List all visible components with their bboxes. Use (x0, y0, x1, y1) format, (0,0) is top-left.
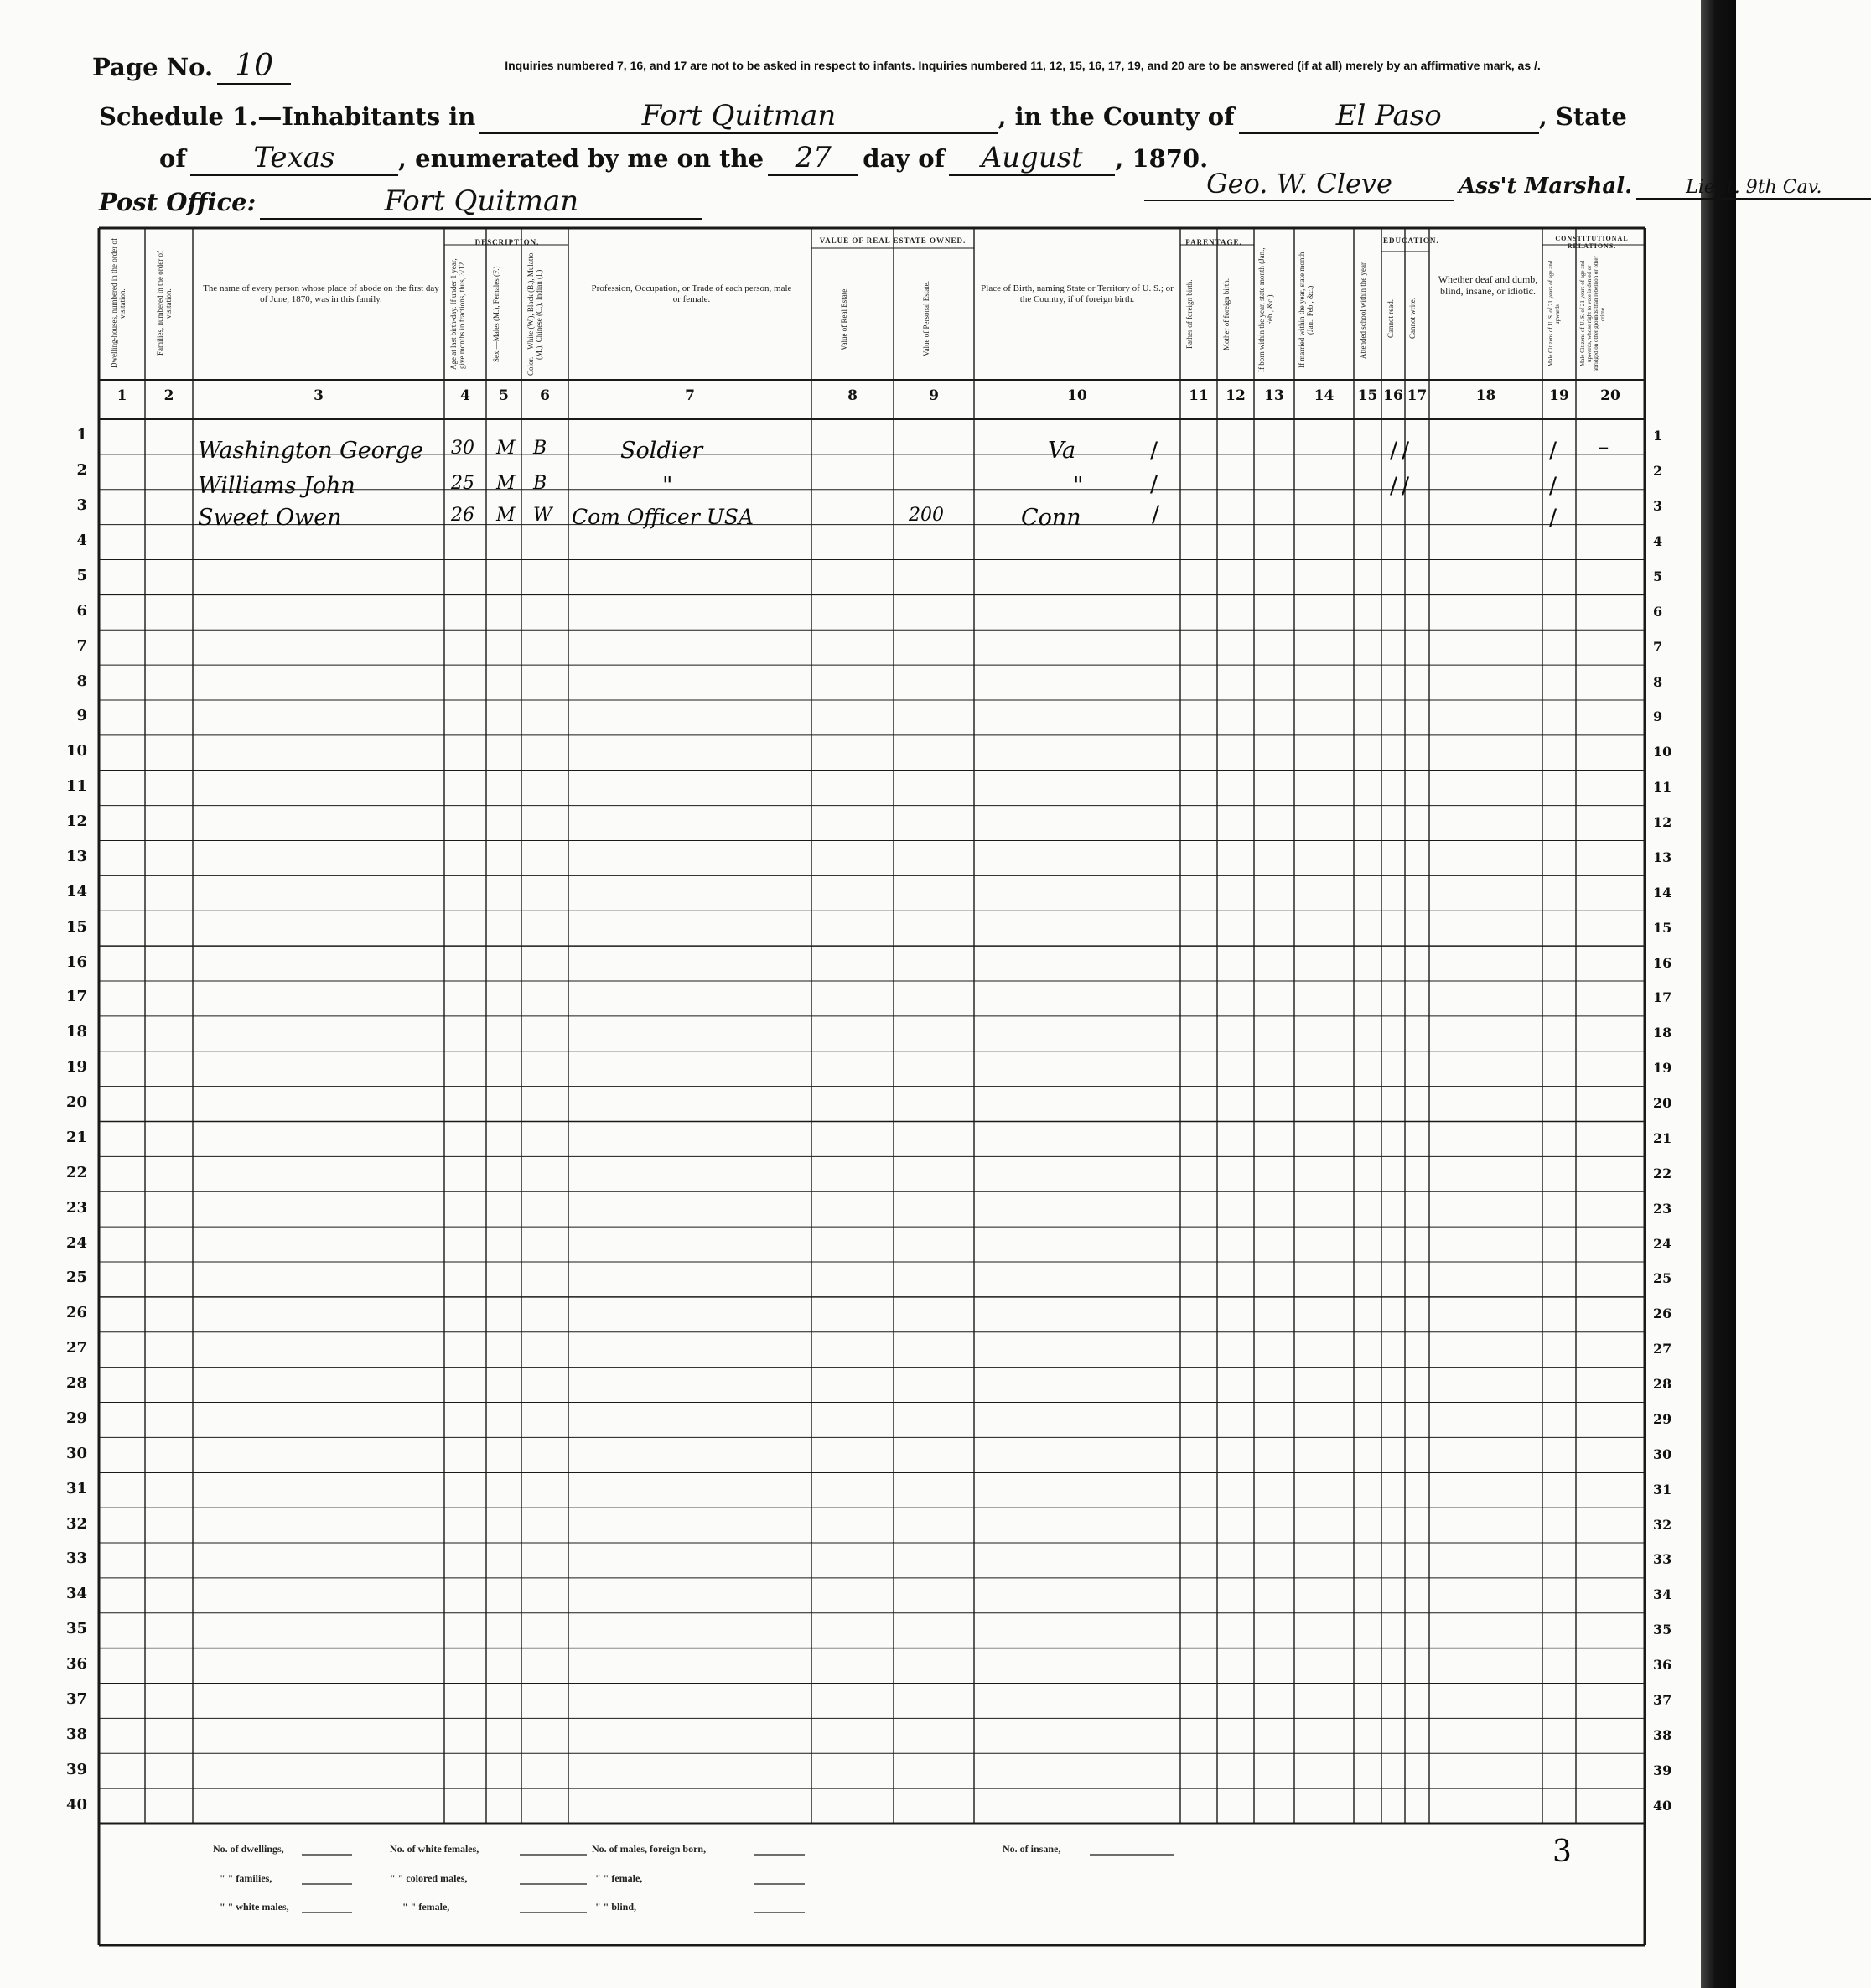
marshal-signature: Geo. W. Cleve (1144, 168, 1454, 201)
column-number: 5 (499, 387, 509, 404)
header-col-6: Color.—White (W.), Black (B.), Mulatto (M.), Chinese (C.), Indian (I.) (526, 252, 543, 376)
line-number-right: 13 (1653, 849, 1672, 865)
instructions-note: Inquiries numbered 7, 16, and 17 are not to be asked in respect to infants. Inquiries numbered 11, 12, 15, 16, 17, 19, and 20 are to be answered (if at all) merely by an affirmative mark, as /. (505, 59, 1541, 72)
line-number-right: 18 (1653, 1025, 1672, 1041)
row-3-sex: M (496, 505, 516, 526)
line-number-right: 11 (1653, 779, 1672, 796)
line-number-right: 40 (1653, 1797, 1672, 1814)
line-number: 9 (76, 707, 87, 725)
line-number: 34 (65, 1585, 87, 1603)
line-number-right: 25 (1653, 1270, 1672, 1287)
line-number: 39 (65, 1760, 87, 1778)
footer-white-males: " " white males, (220, 1901, 289, 1913)
footer-foreign-females: " " female, (595, 1872, 643, 1884)
line-number: 8 (76, 672, 87, 690)
header-col-13: If born within the year, state month (Jan., Feb., &c.) (1257, 247, 1274, 373)
header-col-14: If married within the year, state month (Jan., Feb., &c.) (1298, 252, 1314, 369)
of-label: of (159, 144, 186, 173)
line-number: 7 (76, 636, 87, 655)
header-education-group: EDUCATION. (1383, 236, 1439, 245)
header-col-5: Sex.—Males (M.), Females (F.) (492, 266, 500, 363)
line-number-right: 36 (1653, 1657, 1672, 1674)
line-number-right: 22 (1653, 1165, 1672, 1181)
line-number: 30 (65, 1444, 87, 1462)
row-3-birthplace: Conn (1021, 505, 1081, 531)
line-number-right: 17 (1653, 989, 1672, 1006)
line-number-right: 23 (1653, 1200, 1672, 1217)
header-col-1: Dwelling-houses, numbered in the order of visitation. (110, 238, 127, 369)
line-number: 38 (65, 1725, 87, 1743)
county-label: , in the County of (998, 102, 1235, 131)
column-number: 9 (929, 387, 939, 404)
row-1-name: Washington George (198, 438, 424, 464)
header-col-3: The name of every person whose place of abode on the first day of June, 1870, was in this family. (203, 283, 439, 304)
line-number-right: 8 (1653, 673, 1663, 690)
line-number: 35 (65, 1620, 87, 1638)
line-number-right: 14 (1653, 884, 1672, 901)
line-number: 20 (65, 1093, 87, 1111)
marshal-note: Lieut. 9th Cav. (1636, 177, 1871, 200)
row-3-father-foreign: / (1152, 501, 1160, 527)
line-number: 6 (76, 601, 87, 620)
header-constitutional-group: CONSTITUTIONAL RELATIONS. (1555, 235, 1629, 250)
header-col-4: Age at last birth-day. If under 1 year, give months in fractions, thus, 3/12. (449, 258, 466, 371)
header-col-2: Families, numbered in the order of visitation. (156, 251, 173, 356)
line-number: 37 (65, 1690, 87, 1708)
footer-blind: " " blind, (595, 1901, 637, 1913)
enumerated-label: , enumerated by me on the (397, 144, 764, 173)
column-number: 4 (460, 387, 470, 404)
line-number-right: 38 (1653, 1726, 1672, 1743)
header-value-group: VALUE OF REAL ESTATE OWNED. (819, 236, 967, 245)
line-number-right: 1 (1653, 428, 1663, 444)
column-number: 12 (1226, 387, 1246, 404)
line-number-right: 9 (1653, 709, 1663, 725)
line-number: 28 (65, 1374, 87, 1392)
year-label: , 1870. (1115, 144, 1209, 173)
header-col-10: Place of Birth, naming State or Territory of U. S.; or the Country, if of foreign birth. (981, 283, 1174, 304)
header-col-8: Value of Real Estate. (840, 287, 848, 350)
row-2-cannot-write: / (1402, 473, 1410, 499)
line-number-right: 12 (1653, 814, 1672, 831)
line-number: 1 (76, 426, 87, 444)
line-number-right: 2 (1653, 463, 1663, 480)
row-2-birthplace: " (1073, 473, 1084, 499)
line-number-right: 20 (1653, 1095, 1672, 1112)
line-number: 15 (65, 917, 87, 936)
header-col-12: Mother of foreign birth. (1222, 278, 1231, 350)
footer-white-females: No. of white females, (390, 1843, 479, 1855)
line-number: 32 (65, 1514, 87, 1533)
header-col-15: Attended school within the year. (1359, 261, 1367, 360)
row-1-sex: M (496, 438, 516, 459)
line-number: 11 (65, 777, 87, 796)
column-number: 16 (1383, 387, 1403, 404)
line-number-right: 31 (1653, 1481, 1672, 1497)
column-number: 8 (847, 387, 858, 404)
footer-colored-females: " " female, (402, 1901, 450, 1913)
column-number: 19 (1549, 387, 1569, 404)
line-number-right: 28 (1653, 1376, 1672, 1393)
county-field: El Paso (1239, 99, 1539, 134)
day-field: 27 (768, 141, 858, 176)
line-number: 40 (65, 1795, 87, 1814)
day-of-label: day of (863, 144, 946, 173)
line-number-right: 16 (1653, 954, 1672, 971)
footer-foreign-males: No. of males, foreign born, (592, 1843, 707, 1855)
line-number: 26 (65, 1304, 87, 1322)
header-col-17: Cannot write. (1408, 298, 1417, 340)
column-number: 17 (1407, 387, 1428, 404)
footer-dwellings: No. of dwellings, (213, 1843, 284, 1855)
marshal-label: Ass't Marshal. (1459, 174, 1633, 199)
line-number: 4 (76, 532, 87, 549)
page-number: 10 (217, 49, 291, 85)
place-field: Fort Quitman (479, 99, 998, 134)
line-number: 19 (65, 1058, 87, 1077)
header-col-18: Whether deaf and dumb, blind, insane, or idiotic. (1438, 273, 1538, 297)
row-2-citizen: / (1549, 473, 1557, 499)
column-number: 18 (1475, 387, 1496, 404)
line-number: 2 (76, 461, 87, 480)
line-number: 36 (65, 1655, 87, 1673)
line-number-right: 34 (1653, 1586, 1672, 1603)
line-number-right: 21 (1653, 1129, 1672, 1146)
column-number: 2 (163, 387, 174, 404)
column-number: 13 (1264, 387, 1284, 404)
header-col-16: Cannot read. (1386, 299, 1395, 338)
line-number-right: 35 (1653, 1622, 1672, 1638)
line-number: 31 (65, 1479, 87, 1497)
footer-insane: No. of insane, (1003, 1843, 1061, 1855)
row-3-occupation: Com Officer USA (572, 505, 754, 529)
header-col-7: Profession, Occupation, or Trade of each person, male or female. (591, 283, 792, 304)
line-number: 13 (65, 847, 87, 865)
column-number: 1 (117, 387, 127, 404)
line-number: 18 (65, 1023, 87, 1041)
line-number: 3 (76, 496, 87, 515)
line-number: 27 (65, 1339, 87, 1357)
line-number: 23 (65, 1198, 87, 1217)
row-2-age: 25 (451, 473, 474, 494)
footer-tally: 3 (1552, 1835, 1572, 1869)
row-1-citizen: / (1549, 438, 1557, 464)
row-1-cannot-write: / (1402, 438, 1410, 464)
page-label: Page No. (92, 53, 214, 81)
row-1-cannot-read: / (1390, 438, 1398, 464)
line-number-right: 10 (1653, 744, 1672, 760)
row-2-name: Williams John (198, 473, 355, 499)
post-office-label: Post Office: (99, 188, 257, 216)
line-number-right: 24 (1653, 1235, 1672, 1252)
row-1-occupation: Soldier (620, 438, 703, 464)
month-field: August (949, 141, 1115, 176)
row-2-color: B (533, 473, 547, 494)
column-number: 6 (540, 387, 550, 404)
row-3-citizen: / (1549, 505, 1557, 531)
line-number-right: 37 (1653, 1691, 1672, 1708)
row-3-personal-estate: 200 (909, 505, 944, 526)
line-number-right: 33 (1653, 1551, 1672, 1568)
row-3-name: Sweet Owen (198, 505, 342, 531)
line-number-right: 39 (1653, 1762, 1672, 1778)
line-number: 33 (65, 1549, 87, 1568)
row-2-cannot-read: / (1390, 473, 1398, 499)
schedule-label: Schedule 1.—Inhabitants in (99, 102, 476, 131)
line-number: 10 (65, 742, 87, 760)
line-number-right: 7 (1653, 638, 1663, 655)
column-number: 3 (314, 387, 324, 404)
row-2-sex: M (496, 473, 516, 494)
row-2-occupation: " (662, 473, 673, 499)
column-number: 20 (1600, 387, 1620, 404)
line-number-right: 6 (1653, 603, 1663, 620)
line-number-right: 15 (1653, 919, 1672, 936)
line-number: 12 (65, 812, 87, 830)
footer-families: " " families, (220, 1872, 272, 1884)
line-number-right: 3 (1653, 498, 1663, 515)
line-number: 14 (65, 882, 87, 901)
row-1-vote-denied: – (1598, 434, 1609, 460)
line-number-right: 30 (1653, 1446, 1672, 1462)
header-col-9: Value of Personal Estate. (922, 281, 930, 356)
line-number: 16 (65, 952, 87, 971)
line-number: 24 (65, 1233, 87, 1252)
state-label: , State (1538, 102, 1627, 131)
line-number-right: 5 (1653, 568, 1663, 584)
line-number: 29 (65, 1409, 87, 1427)
line-number-right: 26 (1653, 1305, 1672, 1322)
header-parentage-group: PARENTAGE. (1185, 238, 1242, 247)
column-number: 14 (1314, 387, 1335, 404)
row-2-father-foreign: / (1150, 471, 1158, 497)
row-1-father-foreign: / (1150, 438, 1158, 464)
line-number: 21 (65, 1128, 87, 1146)
line-number-right: 27 (1653, 1341, 1672, 1357)
row-1-birthplace: Va (1048, 438, 1076, 464)
line-number: 5 (76, 566, 87, 584)
header-description-group: DESCRIPTION. (474, 238, 540, 247)
line-number-right: 19 (1653, 1060, 1672, 1077)
row-3-color: W (533, 505, 552, 526)
post-office-field: Fort Quitman (260, 184, 702, 220)
footer-colored-males: " " colored males, (390, 1872, 468, 1884)
column-number: 11 (1189, 387, 1209, 404)
row-1-age: 30 (451, 438, 474, 459)
header-col-20: Male Citizens of U. S. of 21 years of age and upwards, whose right to vote is denied or abridged on other grounds than rebellion or other crime. (1579, 256, 1606, 371)
column-number: 15 (1357, 387, 1378, 404)
line-number: 22 (65, 1163, 87, 1181)
line-number: 17 (65, 988, 87, 1006)
line-number: 25 (65, 1269, 87, 1287)
state-field: Texas (190, 141, 398, 176)
line-number-right: 4 (1653, 533, 1663, 550)
line-number-right: 32 (1653, 1516, 1672, 1533)
column-number: 7 (685, 387, 695, 404)
header-col-11: Father of foreign birth. (1185, 279, 1194, 350)
column-number: 10 (1067, 387, 1087, 404)
header-col-19: Male Citizens of U. S. of 21 years of age and upwards. (1547, 260, 1561, 367)
row-1-color: B (533, 438, 547, 459)
line-number-right: 29 (1653, 1410, 1672, 1427)
row-3-age: 26 (451, 505, 474, 526)
